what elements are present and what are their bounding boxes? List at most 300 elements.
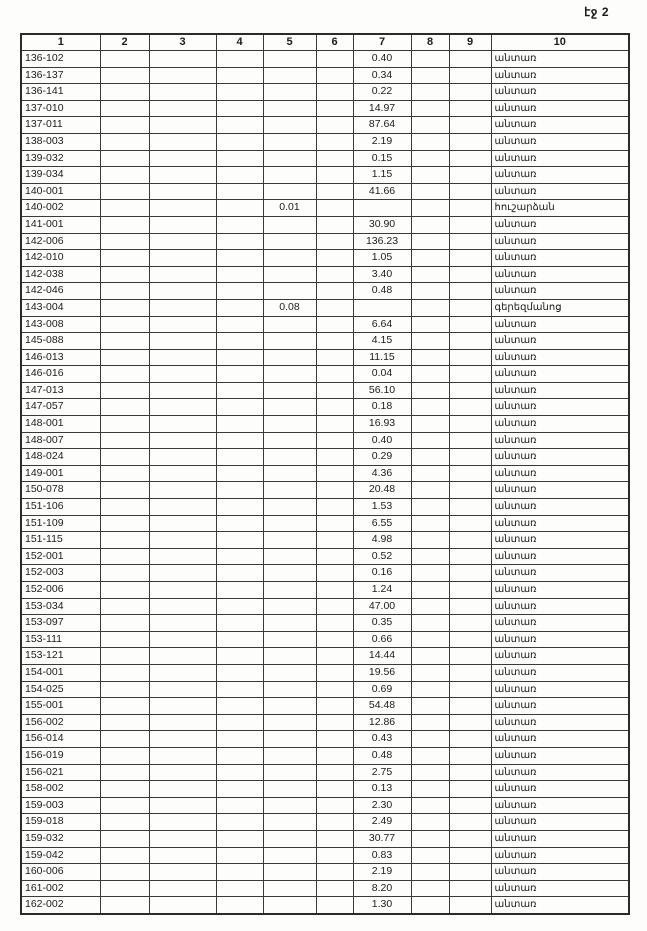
cell-col2 (100, 482, 149, 499)
cell-landuse: անտառ (491, 615, 629, 632)
cell-landuse: անտառ (491, 349, 629, 366)
cell-col6 (316, 764, 353, 781)
cell-col4 (216, 565, 263, 582)
cell-col5-area (263, 631, 316, 648)
cell-col2 (100, 565, 149, 582)
cell-col8 (411, 897, 449, 914)
table-row (21, 333, 629, 350)
table-row (21, 714, 629, 731)
cell-col5-area (263, 333, 316, 350)
cell-col3 (149, 582, 216, 599)
cell-col5-area (263, 781, 316, 798)
cell-col3 (149, 781, 216, 798)
cell-parcel-code: 154-025 (21, 681, 100, 698)
cell-col5-area (263, 582, 316, 599)
cell-col4 (216, 100, 263, 117)
cell-landuse: անտառ (491, 67, 629, 84)
cell-col3 (149, 266, 216, 283)
cell-col5-area (263, 316, 316, 333)
cell-parcel-code: 147-013 (21, 382, 100, 399)
cell-col4 (216, 349, 263, 366)
cell-col5-area (263, 880, 316, 897)
cell-col4 (216, 333, 263, 350)
cell-col2 (100, 465, 149, 482)
cell-col8 (411, 233, 449, 250)
cell-col8 (411, 283, 449, 300)
cell-col7-area: 11.15 (353, 349, 411, 366)
cell-col2 (100, 283, 149, 300)
table-row (21, 233, 629, 250)
cell-col9 (449, 349, 491, 366)
cell-col3 (149, 615, 216, 632)
cell-parcel-code: 152-003 (21, 565, 100, 582)
cell-landuse: անտառ (491, 565, 629, 582)
cell-landuse: անտառ (491, 714, 629, 731)
cell-col4 (216, 615, 263, 632)
cell-col7-area: 2.30 (353, 797, 411, 814)
table-row (21, 67, 629, 84)
cell-col9 (449, 366, 491, 383)
cell-col4 (216, 449, 263, 466)
cell-parcel-code: 149-001 (21, 465, 100, 482)
cell-col6 (316, 698, 353, 715)
cell-col3 (149, 515, 216, 532)
cell-col9 (449, 582, 491, 599)
cell-col2 (100, 714, 149, 731)
cell-col8 (411, 747, 449, 764)
cell-col8 (411, 864, 449, 881)
cell-col8 (411, 698, 449, 715)
cell-landuse: անտառ (491, 399, 629, 416)
table-row (21, 216, 629, 233)
table-row (21, 764, 629, 781)
cell-col4 (216, 67, 263, 84)
column-header: 5 (263, 34, 316, 51)
cell-col4 (216, 366, 263, 383)
cell-col4 (216, 250, 263, 267)
cell-parcel-code: 159-032 (21, 830, 100, 847)
table-row (21, 615, 629, 632)
cell-parcel-code: 143-008 (21, 316, 100, 333)
cell-landuse: անտառ (491, 84, 629, 101)
cell-parcel-code: 152-001 (21, 548, 100, 565)
cell-col8 (411, 51, 449, 68)
cell-col7-area: 16.93 (353, 416, 411, 433)
cell-landuse: անտառ (491, 150, 629, 167)
cell-col8 (411, 167, 449, 184)
cell-col2 (100, 250, 149, 267)
cell-parcel-code: 148-024 (21, 449, 100, 466)
cell-col6 (316, 797, 353, 814)
cell-col7-area: 0.18 (353, 399, 411, 416)
cell-col6 (316, 233, 353, 250)
cell-col5-area (263, 698, 316, 715)
cell-col2 (100, 664, 149, 681)
cell-col2 (100, 515, 149, 532)
cell-col7-area: 4.15 (353, 333, 411, 350)
table-row (21, 648, 629, 665)
cell-landuse: անտառ (491, 548, 629, 565)
cell-col9 (449, 233, 491, 250)
cell-parcel-code: 161-002 (21, 880, 100, 897)
cell-col4 (216, 299, 263, 316)
cell-col9 (449, 432, 491, 449)
table-row (21, 664, 629, 681)
cell-col2 (100, 84, 149, 101)
cell-parcel-code: 156-014 (21, 731, 100, 748)
cell-col4 (216, 515, 263, 532)
cell-col3 (149, 764, 216, 781)
cell-col5-area (263, 499, 316, 516)
cell-col8 (411, 250, 449, 267)
cell-col3 (149, 797, 216, 814)
cell-col6 (316, 731, 353, 748)
cell-col8 (411, 382, 449, 399)
cell-col3 (149, 714, 216, 731)
cell-landuse: անտառ (491, 366, 629, 383)
land-parcel-table (20, 33, 630, 915)
cell-parcel-code: 139-034 (21, 167, 100, 184)
cell-col6 (316, 499, 353, 516)
cell-col7-area: 8.20 (353, 880, 411, 897)
cell-col3 (149, 316, 216, 333)
cell-col8 (411, 814, 449, 831)
column-header: 7 (353, 34, 411, 51)
cell-col7-area: 0.48 (353, 283, 411, 300)
cell-col3 (149, 747, 216, 764)
cell-col5-area (263, 133, 316, 150)
cell-col5-area (263, 797, 316, 814)
cell-col4 (216, 830, 263, 847)
cell-col8 (411, 565, 449, 582)
cell-col7-area: 6.64 (353, 316, 411, 333)
cell-col8 (411, 333, 449, 350)
cell-landuse: անտառ (491, 515, 629, 532)
cell-col9 (449, 67, 491, 84)
cell-col8 (411, 465, 449, 482)
cell-col7-area: 4.98 (353, 532, 411, 549)
cell-col3 (149, 67, 216, 84)
cell-col5-area (263, 51, 316, 68)
cell-col3 (149, 382, 216, 399)
cell-col3 (149, 233, 216, 250)
cell-landuse: անտառ (491, 681, 629, 698)
cell-col8 (411, 183, 449, 200)
cell-col5-area (263, 216, 316, 233)
cell-col9 (449, 150, 491, 167)
cell-col5-area (263, 183, 316, 200)
cell-landuse: անտառ (491, 698, 629, 715)
cell-col7-area: 0.66 (353, 631, 411, 648)
cell-col9 (449, 416, 491, 433)
cell-col4 (216, 283, 263, 300)
cell-col4 (216, 399, 263, 416)
cell-col9 (449, 648, 491, 665)
cell-col6 (316, 200, 353, 217)
cell-col3 (149, 200, 216, 217)
cell-col4 (216, 183, 263, 200)
cell-landuse: անտառ (491, 532, 629, 549)
cell-col9 (449, 764, 491, 781)
cell-parcel-code: 153-097 (21, 615, 100, 632)
cell-col3 (149, 167, 216, 184)
cell-col4 (216, 465, 263, 482)
table-row (21, 482, 629, 499)
cell-col7-area: 0.83 (353, 847, 411, 864)
table-row (21, 100, 629, 117)
cell-col3 (149, 399, 216, 416)
cell-col5-area (263, 432, 316, 449)
cell-col3 (149, 532, 216, 549)
cell-landuse: անտառ (491, 416, 629, 433)
cell-parcel-code: 143-004 (21, 299, 100, 316)
cell-col7-area: 0.52 (353, 548, 411, 565)
cell-col7-area: 19.56 (353, 664, 411, 681)
cell-col9 (449, 681, 491, 698)
cell-col3 (149, 731, 216, 748)
cell-col5-area (263, 366, 316, 383)
cell-col7-area: 1.53 (353, 499, 411, 516)
cell-col2 (100, 781, 149, 798)
cell-col5-area (263, 681, 316, 698)
cell-col3 (149, 333, 216, 350)
table-row (21, 631, 629, 648)
cell-col5-area (263, 84, 316, 101)
cell-parcel-code: 154-001 (21, 664, 100, 681)
cell-col5-area (263, 67, 316, 84)
cell-col7-area: 0.35 (353, 615, 411, 632)
cell-parcel-code: 153-034 (21, 598, 100, 615)
cell-col5-area (263, 565, 316, 582)
table-row (21, 399, 629, 416)
cell-col2 (100, 499, 149, 516)
cell-col8 (411, 781, 449, 798)
cell-col2 (100, 200, 149, 217)
cell-col8 (411, 515, 449, 532)
cell-col3 (149, 631, 216, 648)
cell-col6 (316, 747, 353, 764)
table-row (21, 266, 629, 283)
cell-col5-area (263, 731, 316, 748)
cell-col4 (216, 631, 263, 648)
cell-col4 (216, 681, 263, 698)
cell-col6 (316, 465, 353, 482)
cell-col5-area (263, 847, 316, 864)
cell-landuse: անտառ (491, 664, 629, 681)
cell-landuse: անտառ (491, 598, 629, 615)
cell-col8 (411, 366, 449, 383)
cell-landuse: անտառ (491, 449, 629, 466)
cell-landuse: անտառ (491, 880, 629, 897)
cell-col4 (216, 117, 263, 134)
cell-col2 (100, 399, 149, 416)
cell-col5-area (263, 399, 316, 416)
cell-col3 (149, 698, 216, 715)
cell-col8 (411, 532, 449, 549)
cell-col5-area (263, 664, 316, 681)
table-row (21, 117, 629, 134)
cell-col6 (316, 333, 353, 350)
cell-col2 (100, 731, 149, 748)
cell-parcel-code: 139-032 (21, 150, 100, 167)
cell-col2 (100, 266, 149, 283)
cell-col6 (316, 582, 353, 599)
cell-col8 (411, 100, 449, 117)
cell-landuse: անտառ (491, 582, 629, 599)
cell-col4 (216, 548, 263, 565)
cell-col9 (449, 664, 491, 681)
cell-parcel-code: 159-018 (21, 814, 100, 831)
cell-col8 (411, 731, 449, 748)
cell-landuse: անտառ (491, 382, 629, 399)
cell-col2 (100, 183, 149, 200)
cell-landuse: անտառ (491, 51, 629, 68)
cell-col7-area: 0.69 (353, 681, 411, 698)
cell-col9 (449, 830, 491, 847)
cell-col9 (449, 532, 491, 549)
cell-col8 (411, 349, 449, 366)
cell-col9 (449, 781, 491, 798)
cell-col5-area (263, 598, 316, 615)
cell-col7-area: 54.48 (353, 698, 411, 715)
cell-col6 (316, 183, 353, 200)
cell-col6 (316, 250, 353, 267)
cell-col8 (411, 582, 449, 599)
cell-col2 (100, 615, 149, 632)
cell-col6 (316, 349, 353, 366)
cell-col2 (100, 316, 149, 333)
cell-col6 (316, 150, 353, 167)
cell-col8 (411, 266, 449, 283)
cell-col9 (449, 117, 491, 134)
cell-col9 (449, 864, 491, 881)
cell-col8 (411, 399, 449, 416)
cell-col9 (449, 897, 491, 914)
cell-col5-area (263, 449, 316, 466)
cell-landuse: անտառ (491, 333, 629, 350)
cell-col5-area (263, 465, 316, 482)
cell-col6 (316, 382, 353, 399)
cell-col5-area (263, 615, 316, 632)
cell-col5-area (263, 764, 316, 781)
cell-parcel-code: 158-002 (21, 781, 100, 798)
cell-col8 (411, 299, 449, 316)
cell-col9 (449, 631, 491, 648)
cell-col4 (216, 598, 263, 615)
table-row (21, 582, 629, 599)
table-row (21, 416, 629, 433)
cell-parcel-code: 146-016 (21, 366, 100, 383)
cell-col9 (449, 847, 491, 864)
table-row (21, 532, 629, 549)
cell-col9 (449, 499, 491, 516)
cell-col8 (411, 681, 449, 698)
table-row (21, 449, 629, 466)
table-row (21, 316, 629, 333)
cell-col5-area (263, 150, 316, 167)
column-header: 9 (449, 34, 491, 51)
table-row (21, 382, 629, 399)
cell-col2 (100, 830, 149, 847)
cell-col7-area: 87.64 (353, 117, 411, 134)
cell-col2 (100, 747, 149, 764)
cell-col4 (216, 731, 263, 748)
cell-col5-area (263, 747, 316, 764)
cell-col4 (216, 133, 263, 150)
cell-col9 (449, 382, 491, 399)
cell-col9 (449, 482, 491, 499)
cell-col3 (149, 499, 216, 516)
cell-col5-area (263, 897, 316, 914)
table-row (21, 183, 629, 200)
cell-col8 (411, 200, 449, 217)
cell-col9 (449, 615, 491, 632)
cell-landuse: հուշարձան (491, 200, 629, 217)
cell-col7-area: 0.40 (353, 51, 411, 68)
cell-col7-area: 2.49 (353, 814, 411, 831)
cell-col6 (316, 167, 353, 184)
cell-col7-area: 0.22 (353, 84, 411, 101)
cell-col8 (411, 133, 449, 150)
table-row (21, 150, 629, 167)
table-row (21, 897, 629, 914)
cell-parcel-code: 159-003 (21, 797, 100, 814)
cell-col9 (449, 797, 491, 814)
cell-col7-area: 20.48 (353, 482, 411, 499)
cell-col8 (411, 598, 449, 615)
cell-col4 (216, 482, 263, 499)
cell-col2 (100, 416, 149, 433)
cell-col4 (216, 797, 263, 814)
cell-parcel-code: 156-002 (21, 714, 100, 731)
cell-landuse: անտառ (491, 830, 629, 847)
cell-landuse: անտառ (491, 266, 629, 283)
cell-col9 (449, 167, 491, 184)
cell-col8 (411, 764, 449, 781)
column-header: 2 (100, 34, 149, 51)
table-row (21, 864, 629, 881)
cell-landuse: գերեզմանոց (491, 299, 629, 316)
cell-col6 (316, 416, 353, 433)
column-header: 6 (316, 34, 353, 51)
cell-col4 (216, 200, 263, 217)
cell-parcel-code: 148-001 (21, 416, 100, 433)
table-row (21, 814, 629, 831)
cell-col4 (216, 84, 263, 101)
cell-landuse: անտառ (491, 216, 629, 233)
column-header: 3 (149, 34, 216, 51)
table-body (21, 51, 629, 914)
cell-parcel-code: 160-006 (21, 864, 100, 881)
cell-col5-area (263, 864, 316, 881)
table-row (21, 797, 629, 814)
cell-col4 (216, 781, 263, 798)
cell-col8 (411, 714, 449, 731)
page-number-label: էջ 2 (584, 5, 609, 19)
cell-col2 (100, 864, 149, 881)
cell-col2 (100, 100, 149, 117)
cell-col8 (411, 150, 449, 167)
cell-parcel-code: 151-106 (21, 499, 100, 516)
cell-col9 (449, 880, 491, 897)
table-row (21, 133, 629, 150)
cell-col8 (411, 117, 449, 134)
cell-col6 (316, 548, 353, 565)
cell-col6 (316, 864, 353, 881)
cell-col2 (100, 814, 149, 831)
cell-landuse: անտառ (491, 133, 629, 150)
cell-parcel-code: 153-111 (21, 631, 100, 648)
